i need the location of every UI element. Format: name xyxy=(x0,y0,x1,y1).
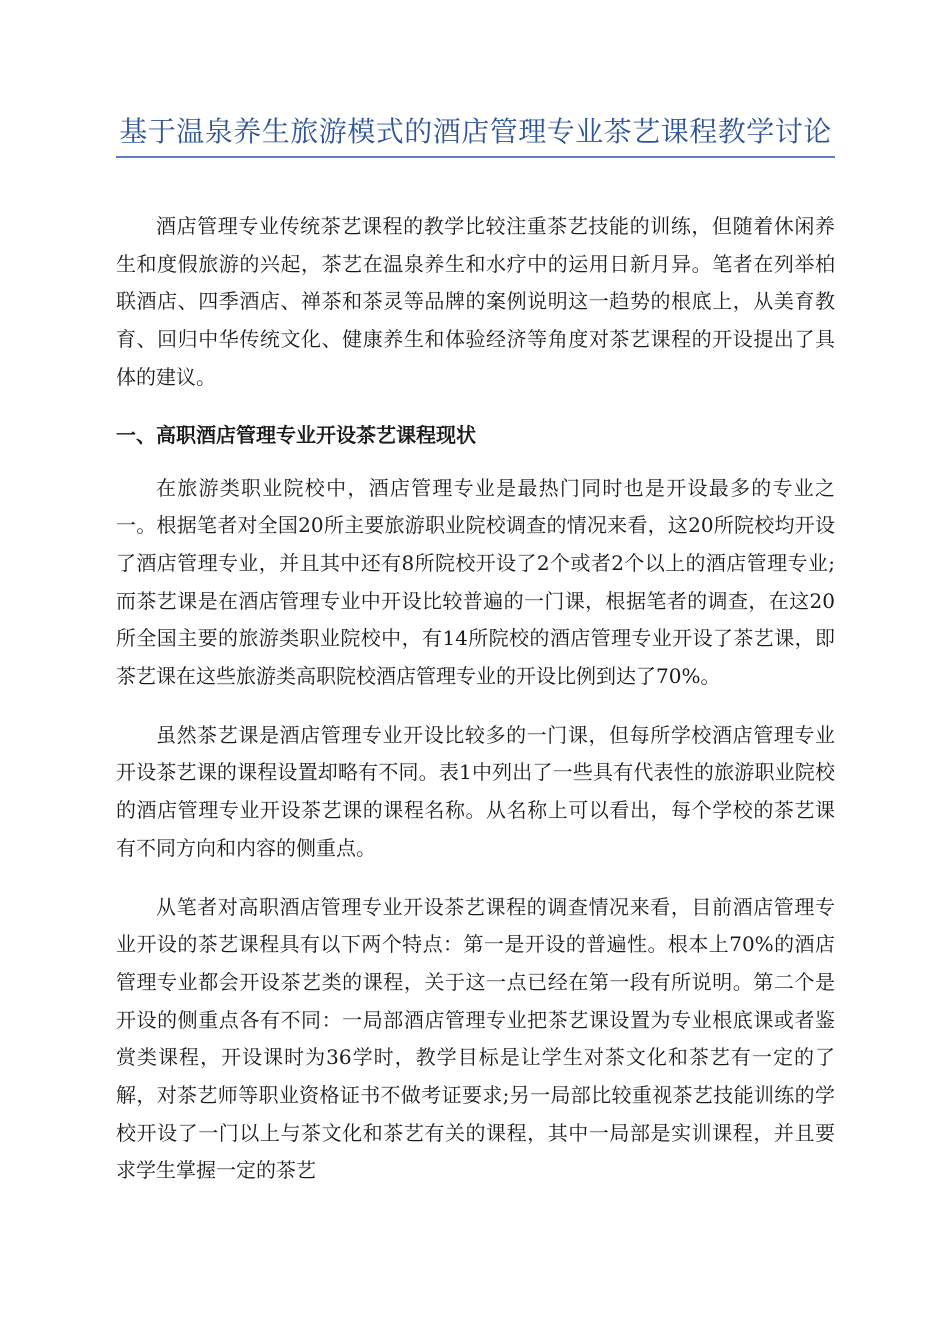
section-heading: 一、高职酒店管理专业开设茶艺课程现状 xyxy=(116,422,476,447)
document-body xyxy=(116,208,835,1211)
title-underline xyxy=(116,156,835,158)
document-title: 基于温泉养生旅游模式的酒店管理专业茶艺课程教学讨论 xyxy=(119,115,832,148)
abstract-paragraph: 酒店管理专业传统茶艺课程的教学比较注重茶艺技能的训练，但随着休闲养生和度假旅游的兴起，茶艺在温泉养生和水疗中的运用日新月异。笔者在列举柏联酒店、四季酒店、禅茶和茶灵等品牌的案例说明这一趋势的根底上，从美育教育、回归中华传统文化、健康养生和体验经济等角度对茶艺课程的开设提出了具体的建议。 xyxy=(116,214,835,389)
body-paragraph: 虽然茶艺课是酒店管理专业开设比较多的一门课，但每所学校酒店管理专业开设茶艺课的课程设置却略有不同。表1中列出了一些具有代表性的旅游职业院校的酒店管理专业开设茶艺课的课程名称。从名称上可以看出，每个学校的茶艺课有不同方向和内容的侧重点。 xyxy=(116,722,835,860)
body-paragraph: 从笔者对高职酒店管理专业开设茶艺课程的调查情况来看，目前酒店管理专业开设的茶艺课程具有以下两个特点：第一是开设的普遍性。根本上70%的酒店管理专业都会开设茶艺类的课程，关于这一点已经在第一段有所说明。第二个是开设的侧重点各有不同：一局部酒店管理专业把茶艺课设置为专业根底课或者鉴赏类课程，开设课时为36学时，教学目标是让学生对茶文化和茶艺有一定的了解，对茶艺师等职业资格证书不做考证要求;另一局部比较重视茶艺技能训练的学校开设了一门以上与茶文化和茶艺有关的课程，其中一局部是实训课程，并且要求学生掌握一定的茶艺 xyxy=(116,894,835,1183)
body-paragraph: 在旅游类职业院校中，酒店管理专业是最热门同时也是开设最多的专业之一。根据笔者对全国20所主要旅游职业院校调查的情况来看，这20所院校均开设了酒店管理专业，并且其中还有8所院校开设了2个或者2个以上的酒店管理专业;而茶艺课是在酒店管理专业中开设比较普遍的一门课，根据笔者的调查，在这20所全国主要的旅游类职业院校中，有14所院校的酒店管理专业开设了茶艺课，即茶艺课在这些旅游类高职院校酒店管理专业的开设比例到达了70%。 xyxy=(116,475,835,689)
title-block xyxy=(116,114,835,158)
